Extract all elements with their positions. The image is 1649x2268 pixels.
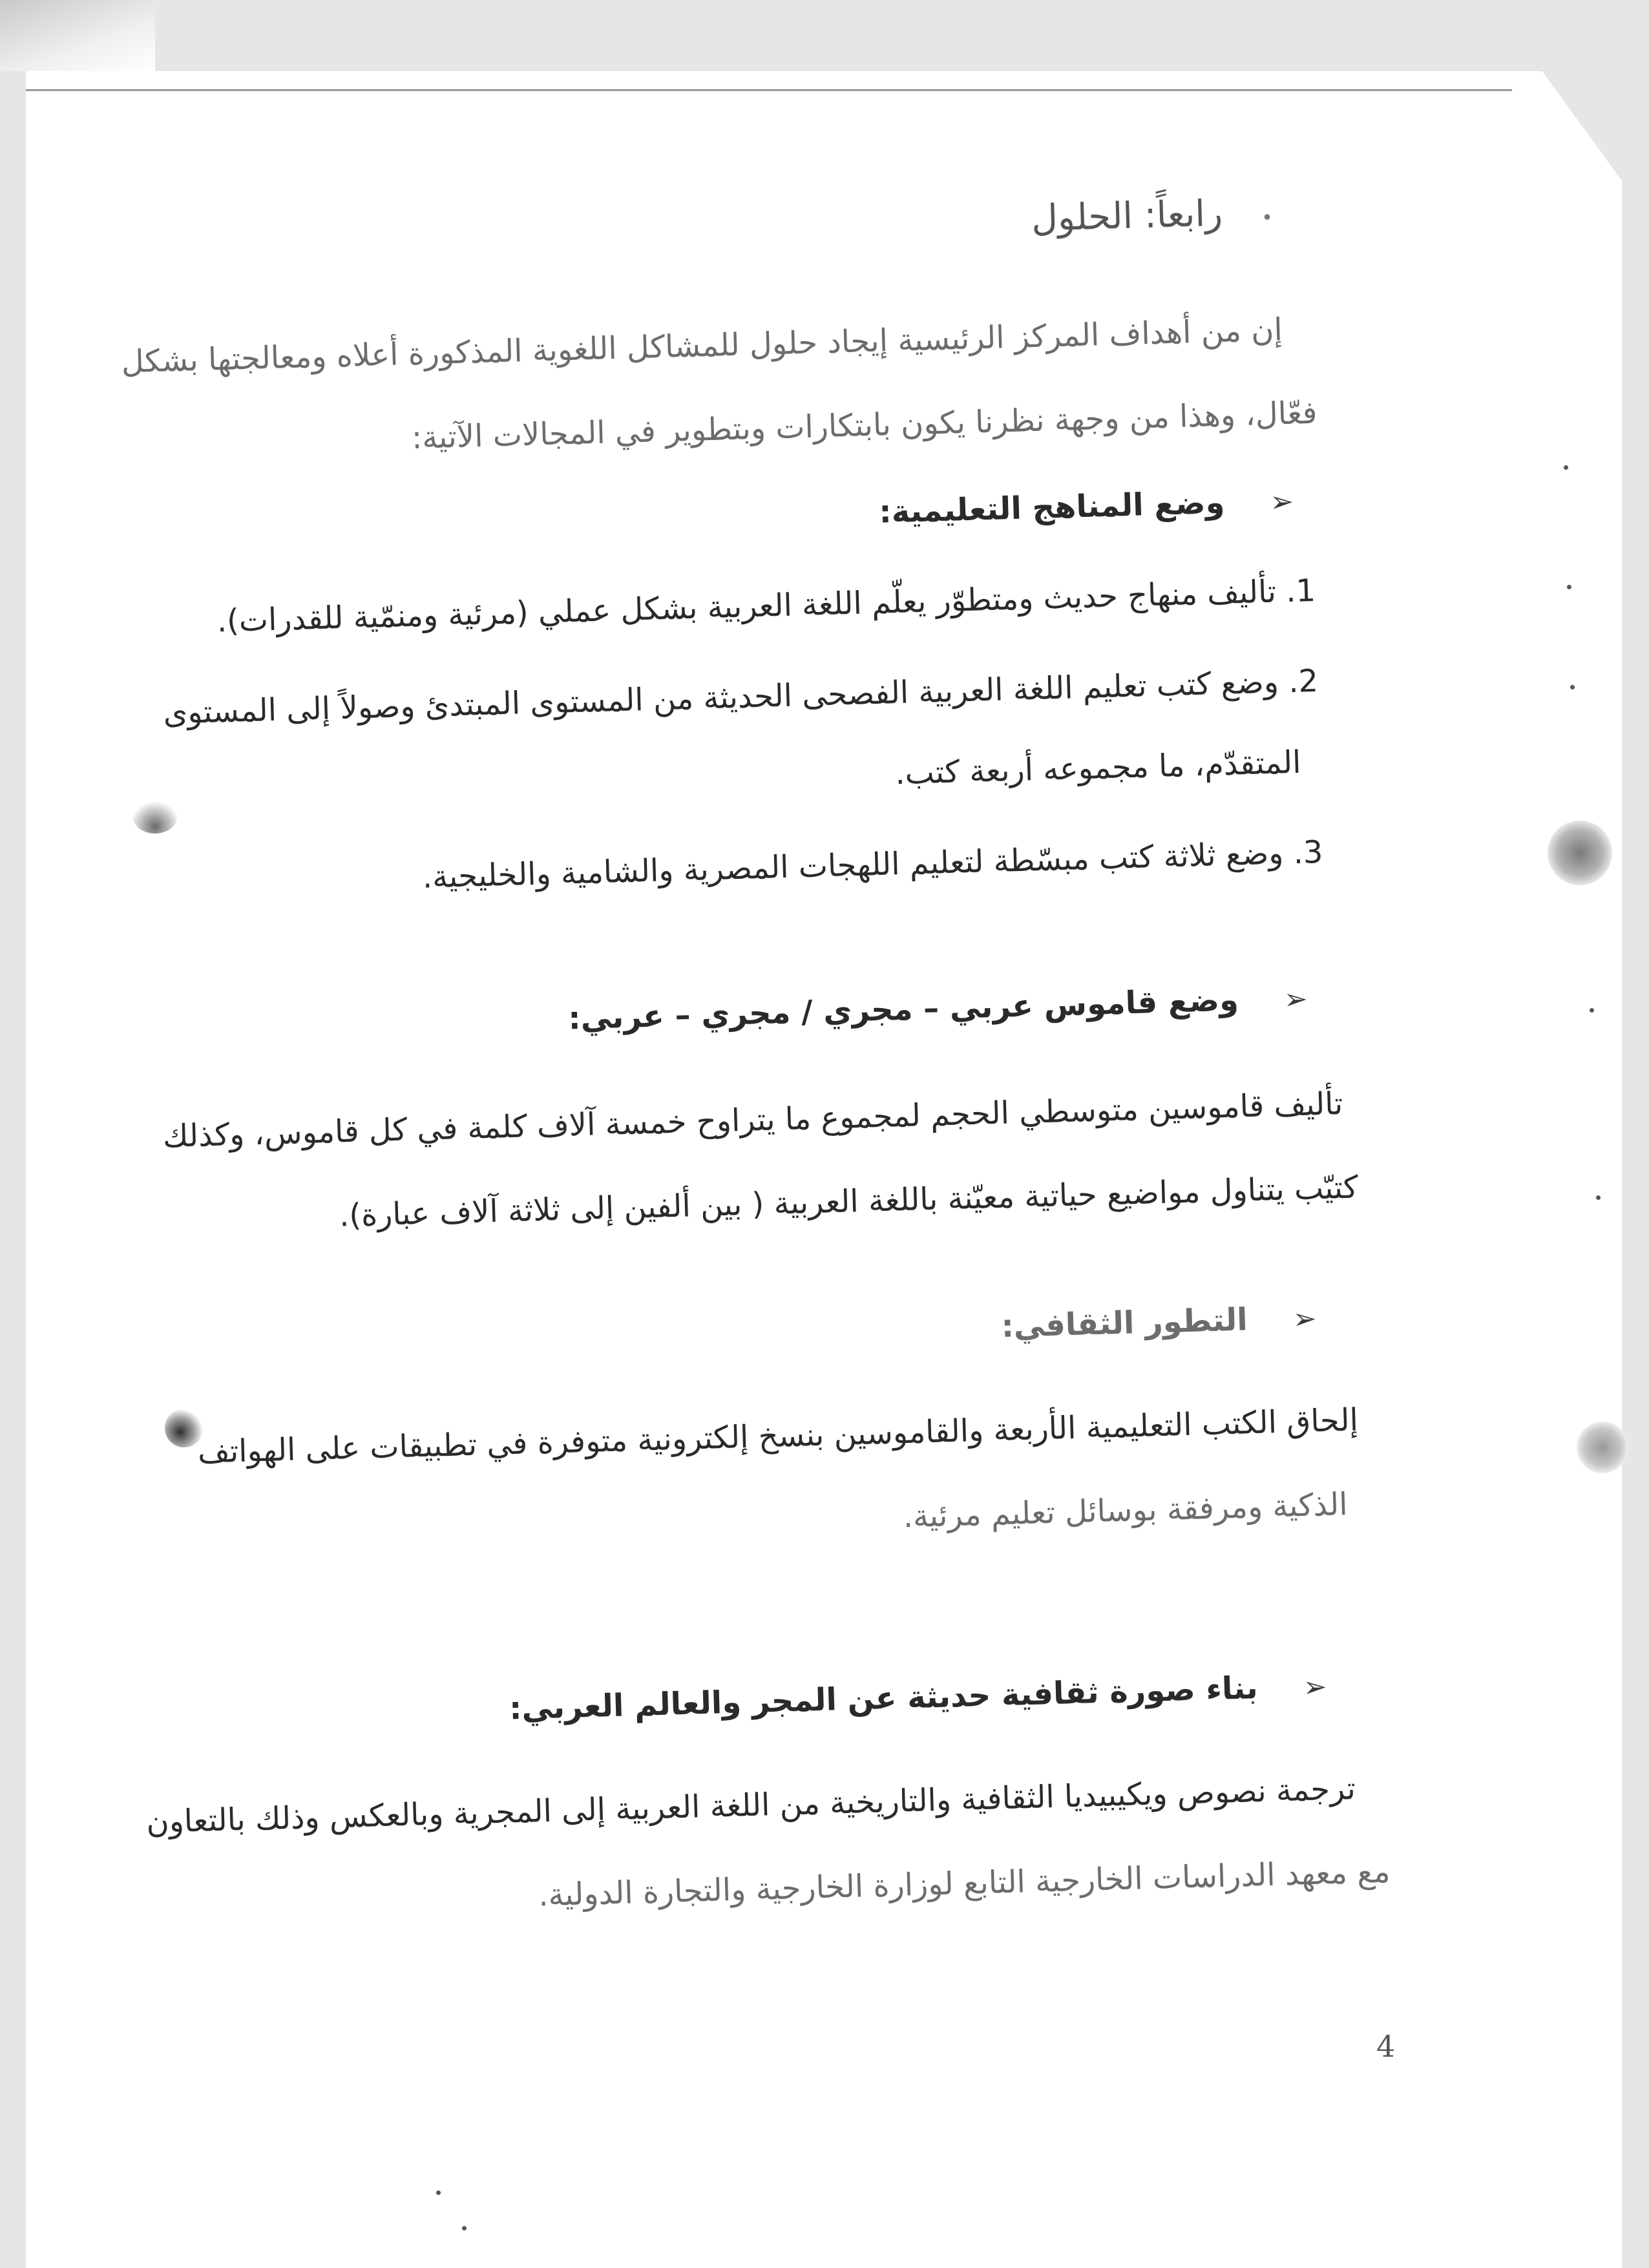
image-line-2: مع معهد الدراسات الخارجية التابع لوزارة الخارجية والتجارة الدولية.: [538, 1853, 1391, 1914]
cultural-line-1: إلحاق الكتب التعليمية الأربعة والقاموسين بنسخ إلكترونية متوفرة في تطبيقات على الهواتف: [197, 1402, 1359, 1471]
heading-title: رابعاً: الحلول: [1031, 192, 1223, 240]
arrow-bullet-icon: ➢: [1292, 1302, 1318, 1336]
dictionary-heading: [568, 979, 1308, 1040]
heading-bullet: •: [1261, 206, 1274, 230]
dictionary-title: وضع قاموس عربي – مجري / مجري – عربي:: [567, 982, 1239, 1037]
curricula-item-3: 3. وضع ثلاثة كتب مبسّطة لتعليم اللهجات المصرية والشامية والخليجية.: [422, 834, 1324, 896]
dictionary-line-1: تأليف قاموسين متوسطي الحجم لمجموع ما يتراوح خمسة آلاف كلمة في كل قاموس، وكذلك: [162, 1086, 1343, 1155]
image-heading: [509, 1666, 1327, 1729]
arrow-bullet-icon: ➢: [1269, 485, 1294, 519]
section-heading: [1031, 193, 1273, 244]
curricula-item-1: 1. تأليف منهاج حديث ومتطوّر يعلّم اللغة العربية بشكل عملي (مرئية ومنمّية للقدرات).: [216, 572, 1316, 640]
image-title: بناء صورة ثقافية حديثة عن المجر والعالم العربي:: [509, 1670, 1259, 1727]
curricula-title: وضع المناهج التعليمية:: [878, 484, 1226, 530]
intro-line-2: فعّال، وهذا من وجهة نظرنا يكون بابتكارات وبتطوير في المجالات الآتية:: [411, 394, 1318, 456]
curricula-heading: [879, 481, 1294, 533]
cultural-line-2: الذكية ومرفقة بوسائل تعليم مرئية.: [902, 1486, 1349, 1535]
intro-line-1: إن من أهداف المركز الرئيسية إيجاد حلول للمشاكل اللغوية المذكورة أعلاه ومعالجتها بشكل: [120, 311, 1283, 381]
dictionary-line-2: كتيّب يتناول مواضيع حياتية معيّنة باللغة العربية ( بين ألفين إلى ثلاثة آلاف عبارة).: [339, 1169, 1359, 1234]
curricula-item-2-continued: المتقدّم، ما مجموعه أربعة كتب.: [894, 744, 1302, 792]
image-line-1: ترجمة نصوص ويكيبيديا الثقافية والتاريخية من اللغة العربية إلى المجرية وبالعكس وذلك بالتعاون: [145, 1770, 1356, 1841]
page-number: 4: [1376, 2029, 1396, 2064]
cultural-heading: [1001, 1298, 1318, 1347]
cultural-title: التطور الثقافي:: [1000, 1301, 1248, 1345]
arrow-bullet-icon: ➢: [1283, 982, 1308, 1016]
page-content: [20, 0, 1649, 2268]
arrow-bullet-icon: ➢: [1302, 1670, 1328, 1705]
curricula-item-2: 2. وضع كتب تعليم اللغة العربية الفصحى الحديثة من المستوى المبتدئ وصولاً إلى المستوى: [162, 662, 1319, 731]
